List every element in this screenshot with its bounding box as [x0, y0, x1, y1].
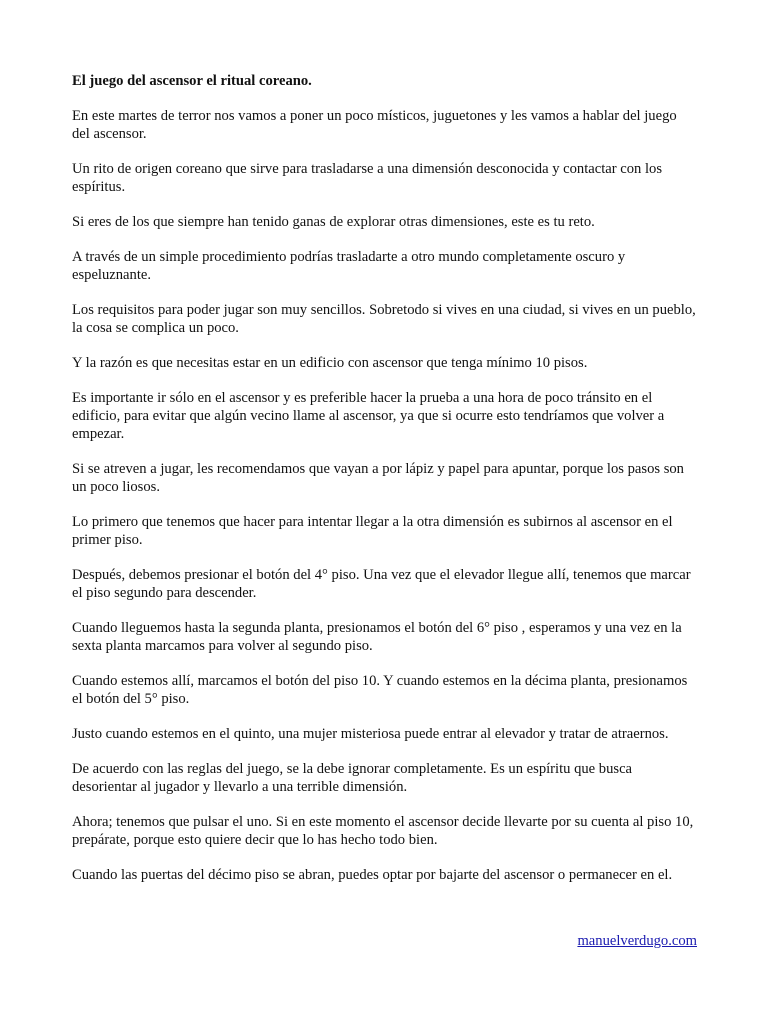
paragraph: Lo primero que tenemos que hacer para intentar llegar a la otra dimensión es subirnos al ascensor en el primer piso.	[72, 514, 673, 548]
paragraph: Después, debemos presionar el botón del 4° piso. Una vez que el elevador llegue allí, tenemos que marcar el piso segundo para descender.	[72, 567, 691, 601]
paragraph: Los requisitos para poder jugar son muy sencillos. Sobretodo si vives en una ciudad, si vives en un pueblo, la cosa se complica un poco.	[72, 302, 696, 336]
paragraph: Si eres de los que siempre han tenido ganas de explorar otras dimensiones, este es tu reto.	[72, 214, 595, 230]
document-title: El juego del ascensor el ritual coreano.	[72, 73, 312, 89]
paragraph: Es importante ir sólo en el ascensor y es preferible hacer la prueba a una hora de poco tránsito en el edificio, para evitar que algún vecino llame al ascensor, ya que si ocurre esto tendríamos que volver a empezar.	[72, 390, 665, 442]
paragraph: En este martes de terror nos vamos a poner un poco místicos, juguetones y les vamos a hablar del juego del ascensor.	[72, 108, 677, 142]
document-page	[72, 72, 698, 901]
paragraph: Ahora; tenemos que pulsar el uno. Si en este momento el ascensor decide llevarte por su cuenta al piso 10, prepárate, porque esto quiere decir que lo has hecho todo bien.	[72, 814, 694, 848]
paragraph: Y la razón es que necesitas estar en un edificio con ascensor que tenga mínimo 10 pisos.	[72, 355, 588, 371]
paragraph: Cuando las puertas del décimo piso se abran, puedes optar por bajarte del ascensor o permanecer en el.	[72, 867, 673, 883]
paragraph: Un rito de origen coreano que sirve para trasladarse a una dimensión desconocida y contactar con los espíritus.	[72, 161, 663, 195]
paragraph: Si se atreven a jugar, les recomendamos que vayan a por lápiz y papel para apuntar, porque los pasos son un poco liosos.	[72, 461, 684, 495]
paragraph: Cuando lleguemos hasta la segunda planta, presionamos el botón del 6° piso , esperamos y una vez en la sexta planta marcamos para volver al segundo piso.	[72, 620, 682, 654]
paragraph: Justo cuando estemos en el quinto, una mujer misteriosa puede entrar al elevador y tratar de atraernos.	[72, 726, 669, 742]
source-link[interactable]: manuelverdugo.com	[577, 933, 697, 949]
paragraph: A través de un simple procedimiento podrías trasladarte a otro mundo completamente oscuro y espeluznante.	[72, 249, 626, 283]
paragraph: Cuando estemos allí, marcamos el botón del piso 10. Y cuando estemos en la décima planta, presionamos el botón del 5° piso.	[72, 673, 688, 707]
paragraph: De acuerdo con las reglas del juego, se la debe ignorar completamente. Es un espíritu que busca desorientar al jugador y llevarlo a una terrible dimensión.	[72, 761, 633, 795]
